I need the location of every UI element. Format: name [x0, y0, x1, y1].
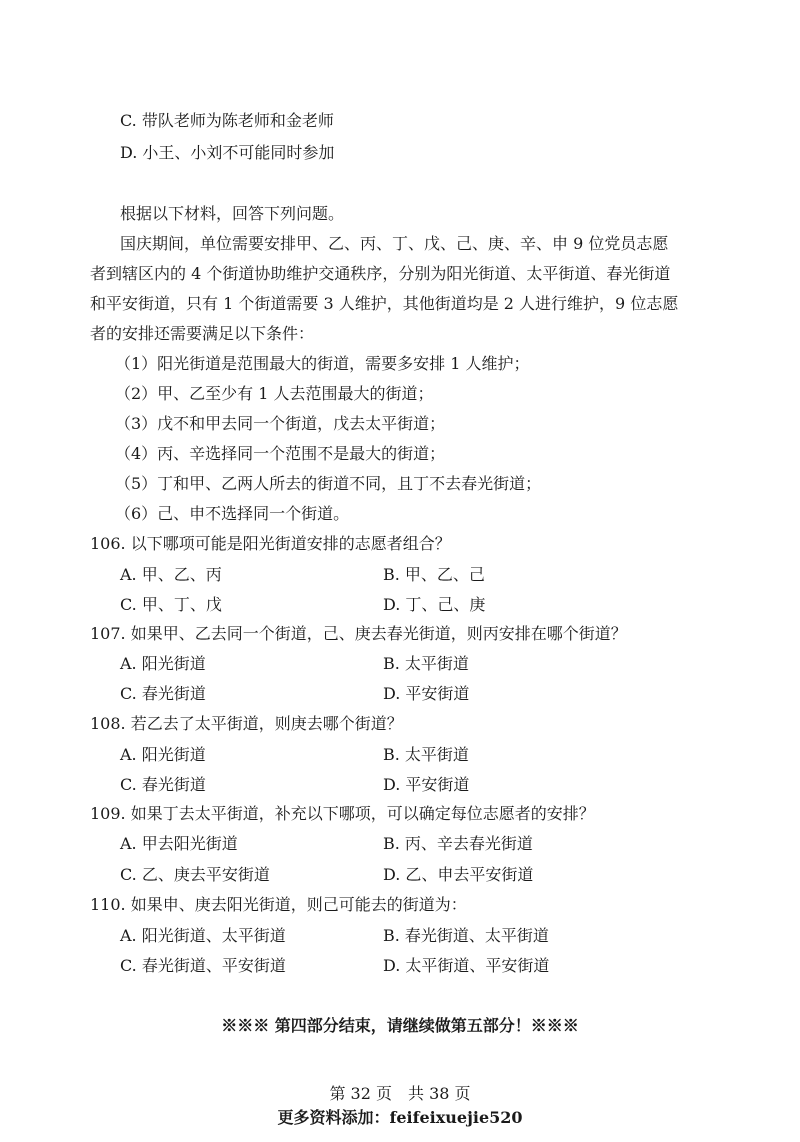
question-109-option-a: A. 甲去阳光街道 — [120, 834, 238, 853]
material-paragraph-line: 国庆期间，单位需要安排甲、乙、丙、丁、戊、己、庚、辛、申 9 位党员志愿 — [120, 234, 669, 253]
question-106-option-c: C. 甲、丁、戊 — [120, 595, 222, 614]
material-intro: 根据以下材料，回答下列问题。 — [120, 204, 345, 223]
question-107-option-b: B. 太平街道 — [383, 654, 469, 673]
question-107-option-c: C. 春光街道 — [120, 684, 206, 703]
question-106-stem: 106. 以下哪项可能是阳光街道安排的志愿者组合？ — [90, 534, 451, 553]
prev-option-c: C. 带队老师为陈老师和金老师 — [120, 111, 334, 130]
question-109-option-b: B. 丙、辛去春光街道 — [383, 834, 533, 853]
material-paragraph-line: 者的安排还需要满足以下条件： — [90, 324, 315, 343]
question-110-stem: 110. 如果申、庚去阳光街道，则己可能去的街道为： — [90, 895, 467, 914]
question-107-option-a: A. 阳光街道 — [120, 654, 206, 673]
question-110-option-a: A. 阳光街道、太平街道 — [120, 926, 286, 945]
question-106-option-a: A. 甲、乙、丙 — [120, 565, 222, 584]
question-109-option-c: C. 乙、庚去平安街道 — [120, 865, 270, 884]
prev-option-d: D. 小王、小刘不可能同时参加 — [120, 143, 335, 162]
question-110-option-c: C. 春光街道、平安街道 — [120, 956, 286, 975]
question-108-option-c: C. 春光街道 — [120, 775, 206, 794]
question-107-stem: 107. 如果甲、乙去同一个街道，己、庚去春光街道，则丙安排在哪个街道？ — [90, 624, 627, 643]
question-106-option-d: D. 丁、己、庚 — [383, 595, 486, 614]
condition-item: （3）戊不和甲去同一个街道，戊去太平街道； — [115, 414, 446, 433]
question-108-option-a: A. 阳光街道 — [120, 745, 206, 764]
question-108-option-b: B. 太平街道 — [383, 745, 469, 764]
question-108-option-d: D. 平安街道 — [383, 775, 470, 794]
question-110-option-b: B. 春光街道、太平街道 — [383, 926, 549, 945]
page-number: 第 32 页 共 38 页 — [329, 1084, 471, 1103]
condition-item: （5）丁和甲、乙两人所去的街道不同，且丁不去春光街道； — [115, 474, 542, 493]
question-108-stem: 108. 若乙去了太平街道，则庚去哪个街道？ — [90, 714, 403, 733]
condition-item: （1）阳光街道是范围最大的街道，需要多安排 1 人维护； — [115, 354, 530, 373]
section-end-notice: ※※※ 第四部分结束，请继续做第五部分！※※※ — [221, 1016, 579, 1035]
material-paragraph-line: 者到辖区内的 4 个街道协助维护交通秩序，分别为阳光街道、太平街道、春光街道 — [90, 264, 671, 283]
question-109-option-d: D. 乙、申去平安街道 — [383, 865, 534, 884]
condition-item: （6）己、申不选择同一个街道。 — [115, 504, 350, 523]
question-107-option-d: D. 平安街道 — [383, 684, 470, 703]
question-109-stem: 109. 如果丁去太平街道，补充以下哪项，可以确定每位志愿者的安排？ — [90, 804, 595, 823]
condition-item: （4）丙、辛选择同一个范围不是最大的街道； — [115, 444, 446, 463]
contact-note: 更多资料添加：feifeixuejie520 — [277, 1108, 523, 1127]
condition-item: （2）甲、乙至少有 1 人去范围最大的街道； — [115, 384, 434, 403]
question-110-option-d: D. 太平街道、平安街道 — [383, 956, 550, 975]
material-paragraph-line: 和平安街道，只有 1 个街道需要 3 人维护，其他街道均是 2 人进行维护，9 位志愿 — [90, 294, 679, 313]
question-106-option-b: B. 甲、乙、己 — [383, 565, 485, 584]
